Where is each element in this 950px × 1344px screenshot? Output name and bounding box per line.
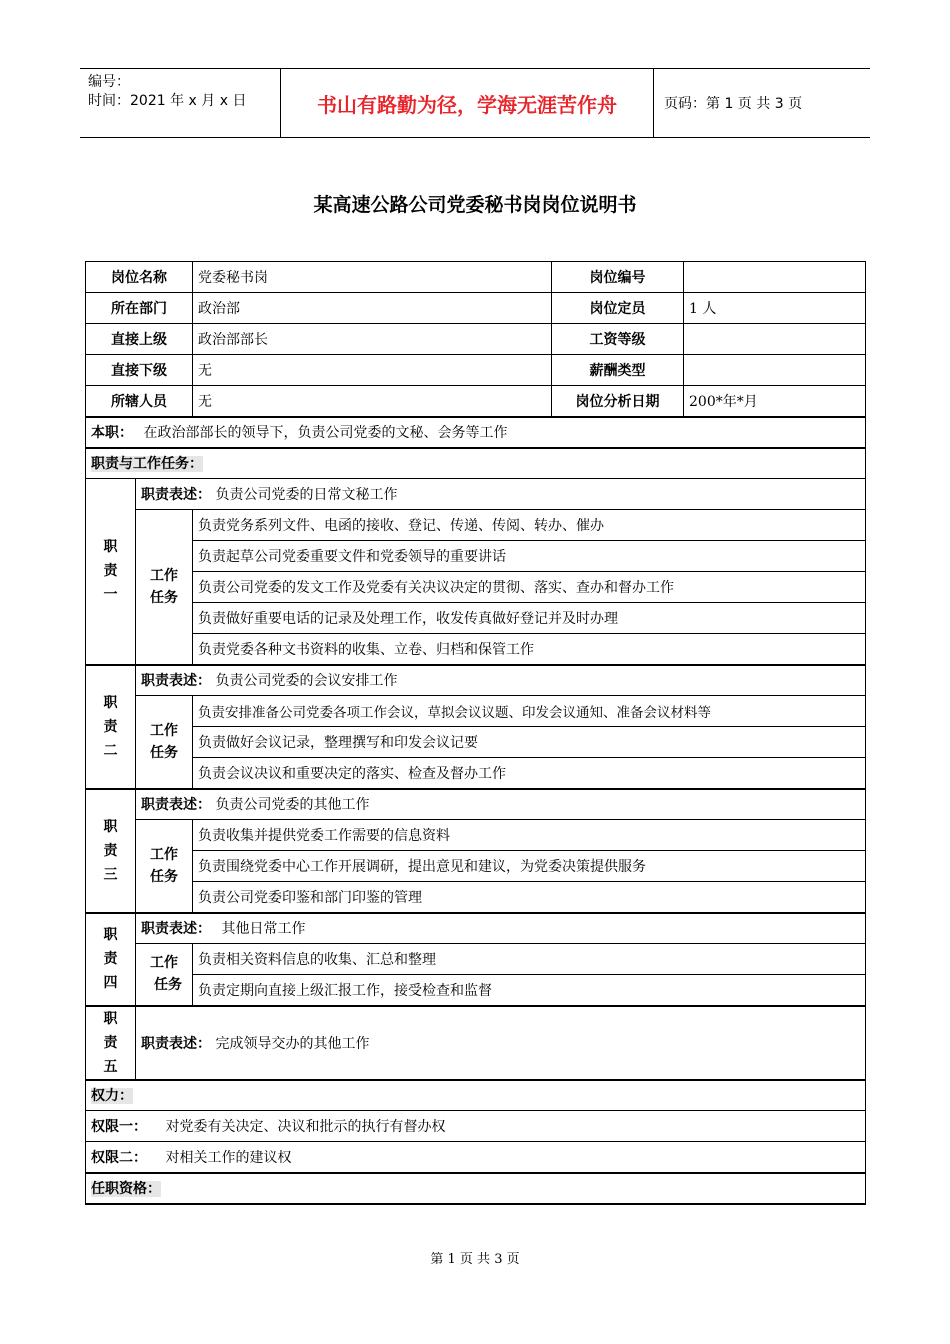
info-label: 岗位分析日期 (552, 386, 684, 417)
duty-label (86, 665, 136, 789)
task-item: 负责定期向直接上级汇报工作，接受检查和监督 (193, 975, 866, 1006)
task-row (86, 944, 866, 975)
info-value: 政治部部长 (193, 324, 552, 355)
task-item: 负责公司党委印鉴和部门印鉴的管理 (193, 882, 866, 913)
info-row (86, 324, 866, 355)
duty-label (86, 789, 136, 913)
duty-label-char: 责 (103, 842, 118, 859)
info-row (86, 386, 866, 417)
task-row (86, 882, 866, 913)
task-row (86, 541, 866, 572)
basic-duty (86, 417, 866, 448)
task-row (86, 572, 866, 603)
duty-statement (136, 1006, 866, 1080)
work-label-line: 任务 (150, 589, 178, 606)
statement-text: 完成领导交办的其他工作 (215, 1035, 370, 1052)
power-item (86, 1111, 866, 1142)
statement-text: 负责公司党委的日常文秘工作 (215, 487, 398, 503)
motto: 书山有路勤为径，学海无涯苦作舟 (280, 69, 654, 137)
statement-label: 职责表述： (141, 1035, 211, 1052)
task-row (86, 603, 866, 634)
task-item: 负责会议决议和重要决定的落实、检查及督办工作 (193, 758, 866, 789)
info-label: 直接下级 (86, 355, 193, 386)
work-task-label (136, 510, 193, 665)
power-row (86, 1142, 866, 1173)
info-value: 政治部 (193, 293, 552, 324)
info-label: 岗位编号 (552, 262, 684, 293)
info-row (86, 262, 866, 293)
duty-label (86, 913, 136, 1006)
statement-label: 职责表述： (141, 797, 211, 814)
task-row (86, 851, 866, 882)
work-label-line: 工作 (150, 567, 178, 584)
task-row (86, 727, 866, 758)
duty-label-char: 职 (103, 818, 118, 835)
statement-text: 负责公司党委的会议安排工作 (215, 673, 398, 690)
info-value: 无 (193, 355, 552, 386)
info-value (684, 355, 866, 386)
duty-label-char: 责 (103, 563, 118, 580)
task-item: 负责相关资料信息的收集、汇总和整理 (193, 944, 866, 975)
duty-label-char: 二 (103, 742, 118, 759)
task-item: 负责做好会议记录，整理撰写和印发会议记要 (193, 727, 866, 758)
task-row (86, 634, 866, 665)
info-label: 直接上级 (86, 324, 193, 355)
page-footer: 第 1 页 共 3 页 (430, 1252, 520, 1267)
duty-statement (136, 479, 866, 510)
info-value: 1 人 (684, 293, 866, 324)
work-label-line: 工作 (150, 846, 178, 863)
basic-duty-label: 本职： (91, 425, 133, 441)
task-item: 负责围绕党委中心工作开展调研，提出意见和建议，为党委决策提供服务 (193, 851, 866, 882)
duty-statement (136, 913, 866, 944)
info-value (684, 324, 866, 355)
qualification-header (86, 1173, 866, 1204)
work-task-label (136, 944, 193, 1006)
duty-label-char: 职 (103, 927, 118, 943)
statement-text: 负责公司党委的其他工作 (215, 797, 370, 814)
info-label: 岗位名称 (86, 262, 193, 293)
info-label: 所辖人员 (86, 386, 193, 417)
task-item: 负责党务系列文件、电函的接收、登记、传递、传阅、转办、催办 (193, 510, 866, 541)
task-row (86, 696, 866, 727)
task-item: 负责起草公司党委重要文件和党委领导的重要讲话 (193, 541, 866, 572)
duty-statement-row (86, 913, 866, 944)
task-item: 负责收集并提供党委工作需要的信息资料 (193, 820, 866, 851)
duty-label-char: 一 (103, 587, 118, 604)
power-item-text: 对党委有关决定、决议和批示的执行有督办权 (165, 1119, 446, 1135)
duty-label-char: 责 (103, 718, 118, 735)
duty-label-char: 三 (103, 866, 118, 883)
duty-statement-row (86, 1006, 866, 1080)
info-value: 党委秘书岗 (193, 262, 552, 293)
number-label: 编号： (88, 74, 130, 90)
duty-statement (136, 789, 866, 820)
work-task-label (136, 820, 193, 913)
statement-label: 职责表述： (141, 487, 211, 503)
page-info: 页码：第 1 页 共 3 页 (664, 96, 803, 112)
info-label: 薪酬类型 (552, 355, 684, 386)
duty-label-char: 责 (103, 951, 118, 967)
duty-label-char: 职 (103, 694, 118, 711)
work-label-line: 任务 (154, 977, 182, 994)
info-value: 200*年*月 (684, 386, 866, 417)
basic-duty-row (86, 417, 866, 448)
basic-duty-text: 在政治部部长的领导下，负责公司党委的文秘、会务等工作 (143, 425, 508, 441)
header-meta (80, 69, 280, 137)
duties-header-label: 职责与工作任务： (91, 456, 203, 473)
duty-label (86, 1006, 136, 1080)
task-item: 负责党委各种文书资料的收集、立卷、归档和保管工作 (193, 634, 866, 665)
info-label: 岗位定员 (552, 293, 684, 324)
work-label-line: 工作 (150, 955, 178, 972)
power-item (86, 1142, 866, 1173)
work-task-label (136, 696, 193, 789)
statement-label: 职责表述： (141, 921, 211, 938)
task-row (86, 510, 866, 541)
duties-header (86, 448, 866, 479)
document-title: 某高速公路公司党委秘书岗岗位说明书 (313, 194, 637, 216)
power-item-label: 权限二： (91, 1149, 147, 1166)
task-row (86, 820, 866, 851)
info-value (684, 262, 866, 293)
statement-text: 其他日常工作 (221, 921, 306, 938)
duty-label-char: 责 (103, 1034, 118, 1051)
task-item: 负责做好重要电话的记录及处理工作，收发传真做好登记并及时办理 (193, 603, 866, 634)
power-row (86, 1111, 866, 1142)
statement-label: 职责表述： (141, 673, 211, 690)
power-item-text: 对相关工作的建议权 (165, 1149, 292, 1166)
duty-statement-row (86, 789, 866, 820)
duties-header-row (86, 448, 866, 479)
duty-label-char: 职 (103, 1010, 118, 1027)
duty-statement (136, 665, 866, 696)
work-label-line: 工作 (150, 722, 178, 739)
duty-label-char: 五 (103, 1058, 118, 1075)
page-header (80, 68, 870, 138)
power-header (86, 1080, 866, 1111)
info-label: 所在部门 (86, 293, 193, 324)
work-label-line: 任务 (150, 868, 178, 885)
task-row (86, 975, 866, 1006)
qualification-label: 任职资格： (91, 1181, 161, 1197)
job-description-table (85, 261, 866, 1205)
info-label: 工资等级 (552, 324, 684, 355)
task-item: 负责公司党委的发文工作及党委有关决议决定的贯彻、落实、查办和督办工作 (193, 572, 866, 603)
duty-label (86, 479, 136, 665)
qualification-row (86, 1173, 866, 1204)
info-value: 无 (193, 386, 552, 417)
duty-statement-row (86, 665, 866, 696)
info-row (86, 293, 866, 324)
power-item-label: 权限一： (91, 1119, 147, 1135)
power-label: 权力： (91, 1088, 133, 1105)
duty-label-char: 职 (103, 539, 118, 556)
task-item: 负责安排准备公司党委各项工作会议，草拟会议议题、印发会议通知、准备会议材料等 (193, 696, 866, 727)
info-row (86, 355, 866, 386)
time-label: 时间：2021 年 x 月 x 日 (88, 93, 247, 109)
task-row (86, 758, 866, 789)
duty-label-char: 四 (103, 975, 118, 991)
work-label-line: 任务 (150, 744, 178, 761)
power-header-row (86, 1080, 866, 1111)
duty-statement-row (86, 479, 866, 510)
